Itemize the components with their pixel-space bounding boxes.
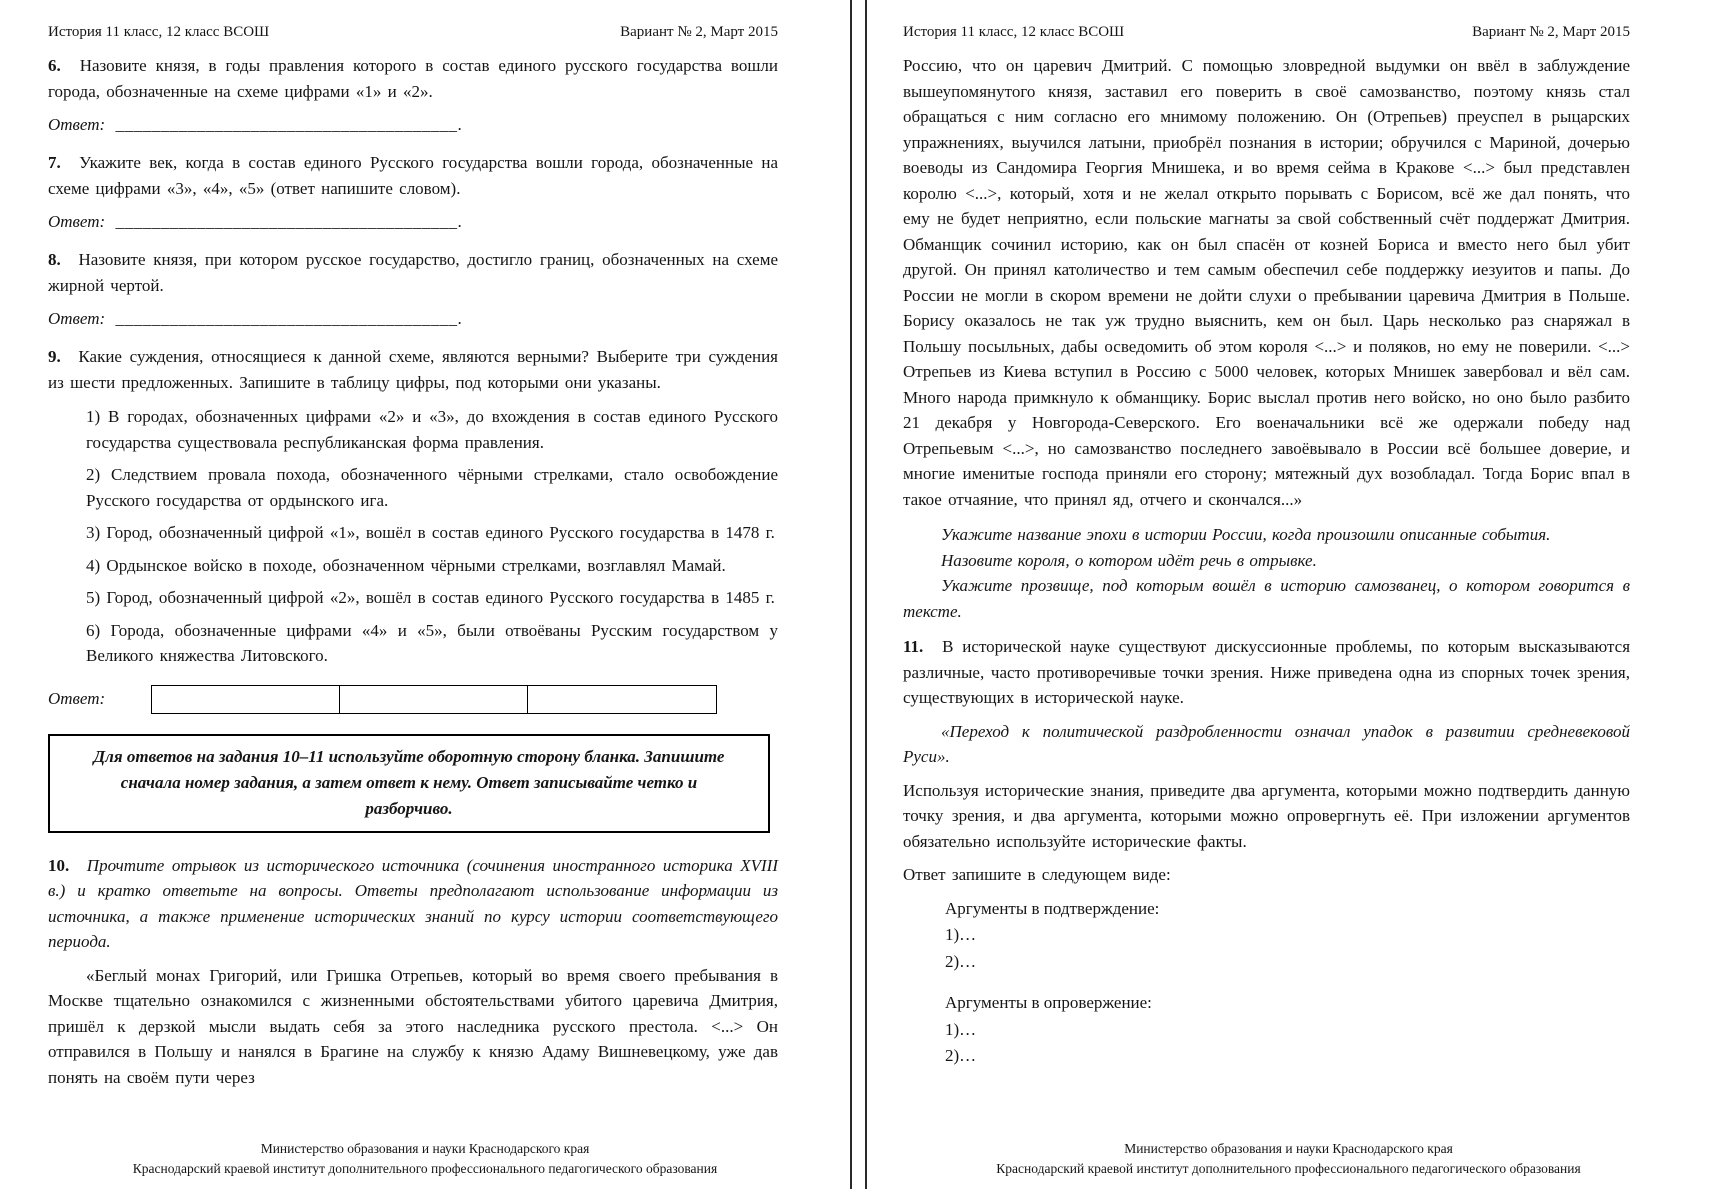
arguments-refute-title: Аргументы в опровержение: [945, 993, 1152, 1012]
instruction-box: Для ответов на задания 10–11 используйте оборотную сторону бланка. Запишите сначала номер задания, а затем ответ к нему. Ответ записывайте четко и разборчиво. [48, 734, 770, 833]
answer-line-q7 [48, 212, 778, 232]
answer-label: Ответ: [48, 309, 106, 328]
answer-table-cell [152, 686, 340, 713]
page-footer [0, 1139, 850, 1180]
question-8-number: 8. [48, 250, 61, 269]
spacer [945, 975, 1630, 989]
question-11-number: 11. [903, 637, 924, 656]
question-9 [48, 344, 778, 395]
question-9-text: Какие суждения, относящиеся к данной схеме, являются верными? Выберите три суждения из шести предложенных. Запишите в таблицу цифры, под которыми они указаны. [48, 347, 779, 392]
subquestion-1: Укажите название эпохи в истории России, когда произошли описанные события. [941, 525, 1551, 544]
question-10-subquestions [903, 522, 1630, 624]
question-7-number: 7. [48, 153, 61, 172]
statements-list [86, 404, 778, 669]
answer-label: Ответ: [48, 689, 106, 708]
question-9-number: 9. [48, 347, 61, 366]
footer-line-2: Краснодарский краевой институт дополнительного профессионального педагогического образования [132, 1160, 718, 1176]
arguments-block [945, 896, 1630, 1069]
argument-item: 2)… [945, 951, 977, 971]
page-footer [867, 1139, 1710, 1180]
statement-item-3: 3) Город, обозначенный цифрой «1», вошёл в состав единого Русского государства в 1478 г. [86, 523, 775, 542]
answer-blank-line: ______________________________________. [115, 212, 463, 231]
page-left [0, 0, 852, 1189]
source-excerpt-part1: «Беглый монах Григорий, или Гришка Отрепьев, который во время своего пребывания в Москве тщательно ознакомился с жизненными обстоятельствами убитого царевича Дмитрия, пришёл к дерзкой мысли выдать себя за этого наследника русского престола. <...> Он отправился в Польшу и нанялся в Брагине на службу к князю Адаму Вишневецкому, уже дав понять на своём пути через [48, 965, 778, 1087]
subquestion-3: Укажите прозвище, под которым вошёл в историю самозванец, о котором говорится в тексте. [903, 576, 1630, 621]
page-header [903, 24, 1630, 41]
question-8-text: Назовите князя, при котором русское государство, достигло границ, обозначенных на схеме жирной чертой. [48, 250, 779, 295]
question-6 [48, 53, 778, 104]
statement-item-4: 4) Ордынское войско в походе, обозначенном чёрными стрелками, возглавлял Мамай. [86, 555, 726, 575]
statement-item-5: 5) Город, обозначенный цифрой «2», вошёл в состав единого Русского государства в 1485 г. [86, 588, 775, 607]
header-course-label: История 11 класс, 12 класс ВСОШ [903, 24, 1125, 40]
answer-line-q8 [48, 309, 778, 329]
answer-label: Ответ: [48, 212, 106, 231]
header-variant-label: Вариант № 2, Март 2015 [620, 24, 778, 40]
footer-line-2: Краснодарский краевой институт дополнительного профессионального педагогического образования [996, 1160, 1581, 1176]
subquestion-2: Назовите короля, о котором идёт речь в отрывке. [941, 550, 1317, 570]
header-variant-label: Вариант № 2, Март 2015 [1472, 24, 1630, 40]
question-10-number: 10. [48, 855, 70, 875]
footer-line-1: Министерство образования и науки Краснодарского края [1124, 1140, 1453, 1156]
question-11-task: Используя исторические знания, приведите два аргумента, которыми можно подтвердить данную точку зрения, и два аргумента, которыми можно опровергнуть её. При изложении аргументов обязательно используйте исторические факты. [903, 780, 1630, 851]
page-header [48, 24, 778, 41]
answer-table-cell [528, 686, 716, 713]
answer-label: Ответ: [48, 115, 106, 134]
question-10-text: Прочтите отрывок из исторического источника (сочинения иностранного историка XVIII в.) и кратко ответьте на вопросы. Ответы предполагают использование информации из источника, а также применение исторических знаний по курсу истории соответствующего периода. [48, 855, 778, 952]
answer-table [151, 685, 717, 714]
source-excerpt-part2: Россию, что он царевич Дмитрий. С помощью зловредной выдумки он ввёл в заблуждение вышеупомянутого князя, заставил его поверить в своё самозванство, поэтому князь стал обращаться с ним согласно его мнимому положению. Он (Отрепьев) преуспел в рыцарских упражнениях, выучился латыни, приобрёл познания в истории; обручился с Мариной, дочерью воеводы из Сандомира Георгия Мнишека, и во время сейма в Кракове <...> был представлен королю <...>, который, хотя и не желал открыто порывать с Борисом, всё же дал понять, что ему не будет неприятно, если польские магнаты за свой собственный счёт поддержат Дмитрия. Обманщик сочинил историю, как он был спасён от козней Бориса и вместо него был убит другой. Он принял католичество и тем самым обеспечил себе поддержку иезуитов и папы. До России не могли в скором времени не дойти слухи о пребывании царевича Дмитрия в Польше. Борису оказалось не так уж трудно выяснить, кем он был. Царь несколько раз снаряжал в Польшу посыльных, дабы осведомить об этом короля <...> и поляков, но ему не поверили. <...> Отрепьев из Киева вступил в Россию с 5000 человек, которых Мнишек завербовал и вёл сам. Много народа примкнуло к обманщику. Борис выслал против него войско, но оно было разбито 21 декабря у Новгорода-Северского. Его военачальники всё же одержали победу над Отрепьевым <...>, но самозванство последнего завоёвывало в России всё большее доверие, и многие именитые господа приняли его сторону; мятежный дух возобладал. Тогда Борис впал в такое отчаяние, что принял яд, отчего и скончался...» [903, 56, 1630, 509]
answer-table-cell [340, 686, 528, 713]
argument-item: 1)… [945, 925, 977, 944]
argument-item: 2)… [945, 1046, 977, 1065]
question-11-text: В исторической науке существуют дискуссионные проблемы, по которым высказываются различные, часто противоречивые точки зрения. Ниже приведена одна из спорных точек зрения, существующих в исторической науке. [903, 637, 1631, 707]
answer-blank-line: ______________________________________. [115, 115, 463, 134]
header-course-label: История 11 класс, 12 класс ВСОШ [48, 24, 270, 40]
page-right [865, 0, 1710, 1189]
answer-row-q9 [48, 685, 778, 714]
arguments-confirm-title: Аргументы в подтверждение: [945, 898, 1160, 918]
question-7 [48, 150, 778, 201]
question-10 [48, 853, 778, 955]
argument-item: 1)… [945, 1019, 977, 1039]
question-11-quote: «Переход к политической раздробленности означал упадок в развитии средневековой Руси». [903, 721, 1630, 766]
statement-item-6: 6) Города, обозначенные цифрами «4» и «5», были отвоёваны Русским государством у Великого княжества Литовского. [86, 620, 778, 665]
statement-item-1: 1) В городах, обозначенных цифрами «2» и «3», до вхождения в состав единого Русского государства существовала республиканская форма правления. [86, 407, 778, 452]
question-6-text: Назовите князя, в годы правления которого в состав единого русского государства вошли города, обозначенные на схеме цифрами «1» и «2». [48, 56, 779, 101]
answer-blank-line: ______________________________________. [115, 309, 463, 328]
answer-line-q6 [48, 115, 778, 135]
question-11 [903, 634, 1630, 711]
statement-item-2: 2) Следствием провала похода, обозначенного чёрными стрелками, стало освобождение Русского государства от ордынского ига. [86, 465, 778, 510]
question-6-number: 6. [48, 56, 61, 75]
question-7-text: Укажите век, когда в состав единого Русского государства вошли города, обозначенные на схеме цифрами «3», «4», «5» (ответ напишите словом). [48, 153, 779, 198]
answer-format-intro: Ответ запишите в следующем виде: [903, 865, 1171, 884]
question-8 [48, 247, 778, 298]
footer-line-1: Министерство образования и науки Краснодарского края [260, 1140, 590, 1156]
